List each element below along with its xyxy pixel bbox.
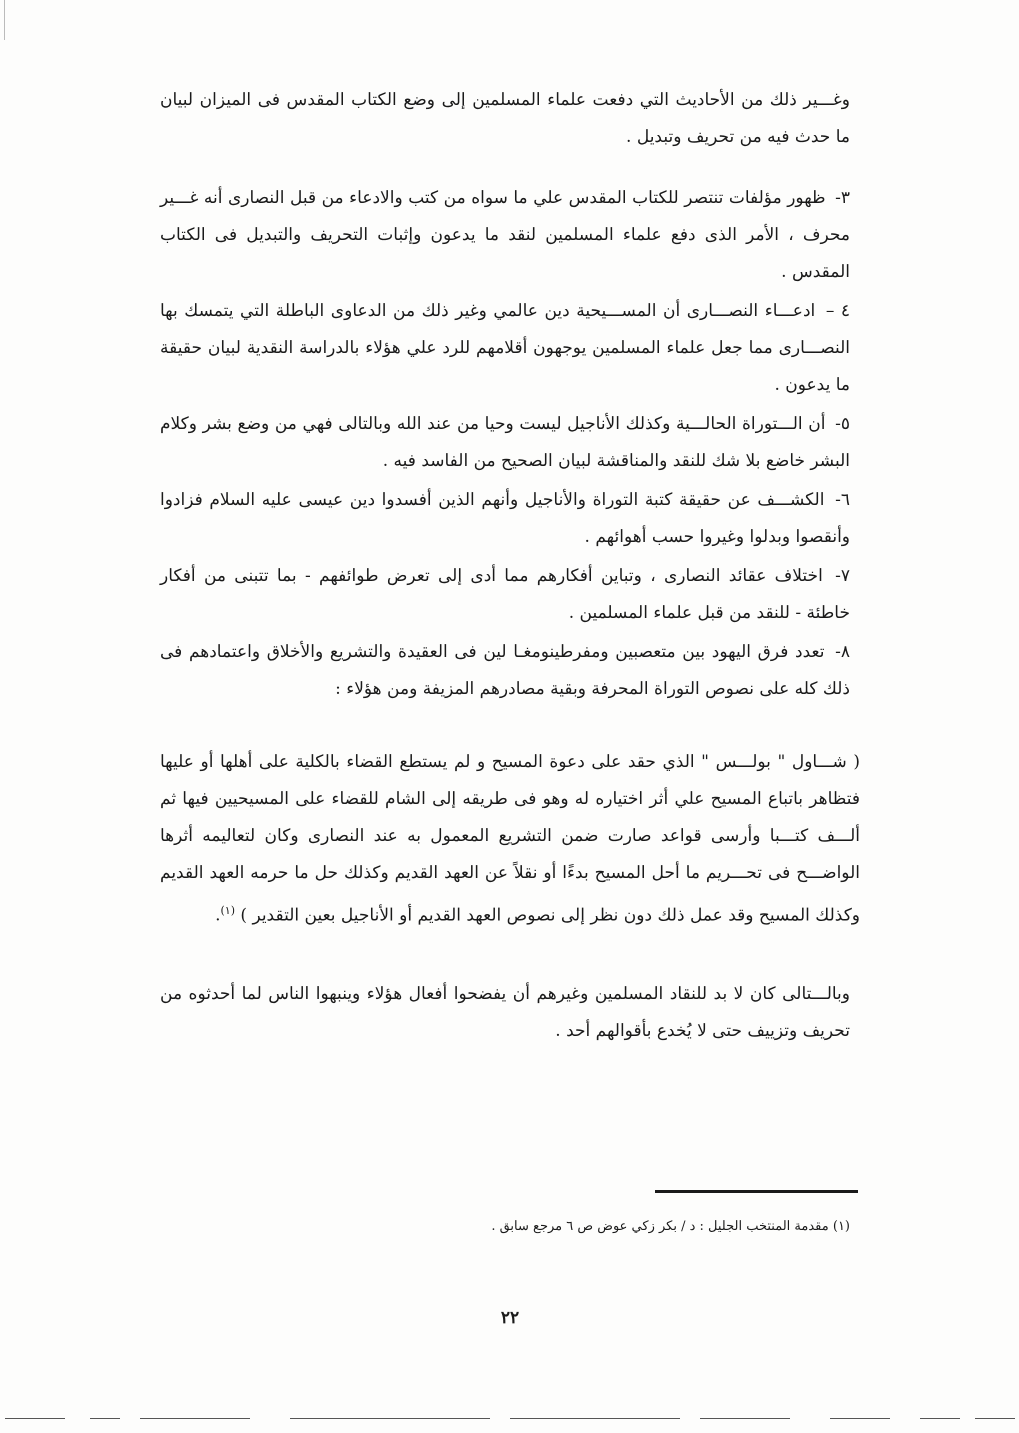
quote-paragraph (160, 744, 860, 935)
page-number: ٢٢ (500, 1308, 520, 1328)
scan-edge-mark (4, 0, 5, 40)
scan-artifact-segment (975, 1418, 1015, 1419)
list-item (160, 293, 850, 404)
scan-artifact-lines (0, 1418, 1019, 1422)
quote-end: . (215, 905, 221, 926)
list-item (160, 482, 850, 556)
scan-artifact-segment (700, 1418, 790, 1419)
footnote-reference[interactable]: (١) (220, 904, 235, 917)
list-item (160, 180, 850, 291)
quote-text: ( شـــاول " بولـــس " الذي حقد على دعوة المسيح و لم يستطع القضاء بالكلية على أهلها أو عليها فتظاهر باتباع المسيح علي أثر اختياره له وهو فى طريقه إلى الشام للقضاء على المسيحيين فيها ثم ألـــف كتـــبا وأرسى قواعد صارت ضمن التشريع المعمول به عند النصارى وكان لتعاليمه أثرها الواضـــح فى تحـــريم ما أحل المسيح بدءًا أو نقلاً عن العهد القديم وكذلك حل ما حرمه العهد القديم وكذلك المسيح وقد عمل ذلك دون نظر إلى نصوص العهد القديم أو الأناجيل بعين التقدير ) (160, 752, 860, 926)
scan-artifact-segment (510, 1418, 680, 1419)
item-text: ظهور مؤلفات تنتصر للكتاب المقدس علي ما سواه من كتب والادعاء من قبل النصارى أنه غـــير محرف ، الأمر الذى دفع علماء المسلمين لنقد ما يدعون وإثبات التحريف والتبديل فى الكتاب المقدس . (160, 188, 850, 282)
item-number: ٤ – (825, 301, 851, 321)
intro-paragraph: وغـــير ذلك من الأحاديث التي دفعت علماء المسلمين إلى وضع الكتاب المقدس فى الميزان لبيان ما حدث فيه من تحريف وتبديل . (160, 90, 850, 147)
scan-artifact-segment (830, 1418, 890, 1419)
closing-paragraph: وبالـــتالى كان لا بد للنقاد المسلمين وغيرهم أن يفضحوا أفعال هؤلاء وينبهوا الناس لما أحدثوه من تحريف وتزييف حتى لا يُخدع بأقوالهم أحد . (160, 984, 850, 1041)
list-item (160, 634, 850, 708)
footnote: (١) مقدمة المنتخب الجليل : د / بكر زكي عوض ص ٦ مرجع سابق . (491, 1219, 850, 1234)
item-text: الكشـــف عن حقيقة كتبة التوراة والأناجيل وأنهم الذين أفسدوا دين عيسى عليه السلام فزادوا وأنقصوا وبدلوا وغيروا حسب أهوائهم . (160, 490, 850, 547)
scan-artifact-segment (920, 1418, 960, 1419)
footnote-divider (655, 1190, 858, 1193)
scan-artifact-segment (140, 1418, 250, 1419)
item-number: ٦- (835, 490, 850, 510)
list-item (160, 558, 850, 632)
item-number: ٣- (835, 188, 850, 208)
item-text: اختلاف عقائد النصارى ، وتباين أفكارهم مما أدى إلى تعرض طوائفهم - بما تتبنى من أفكار خاطئة - للنقد من قبل علماء المسلمين . (160, 566, 850, 623)
item-number: ٥- (835, 414, 850, 434)
scan-artifact-segment (90, 1418, 120, 1419)
item-number: ٨- (835, 642, 851, 662)
scan-artifact-segment (5, 1418, 65, 1419)
item-number: ٧- (835, 566, 850, 586)
item-text: تعدد فرق اليهود بين متعصبين ومفرطينومغـا لين فى العقيدة والتشريع والأخلاق واعتمادهم فى ذلك كله على نصوص التوراة المحرفة وبقية مصادرهم المزيفة ومن هؤلاء : (160, 642, 850, 699)
item-text: ادعـــاء النصـــارى أن المســـيحية دين عالمي وغير ذلك من الدعاوى الباطلة التي يتمسك بها النصـــارى مما جعل علماء المسلمين يوجهون أقلامهم للرد علي هؤلاء بالدراسة النقدية لبيان حقيقة ما يدعون . (160, 301, 850, 395)
item-text: أن الـــتوراة الحالـــية وكذلك الأناجيل ليست وحيا من عند الله وبالتالى فهي من وضع بشر وكلام البشر خاضع بلا شك للنقد والمناقشة لبيان الصحيح من الفاسد فيه . (160, 414, 850, 471)
list-item (160, 406, 850, 480)
reasons-list (160, 180, 850, 710)
scan-artifact-segment (290, 1418, 490, 1419)
